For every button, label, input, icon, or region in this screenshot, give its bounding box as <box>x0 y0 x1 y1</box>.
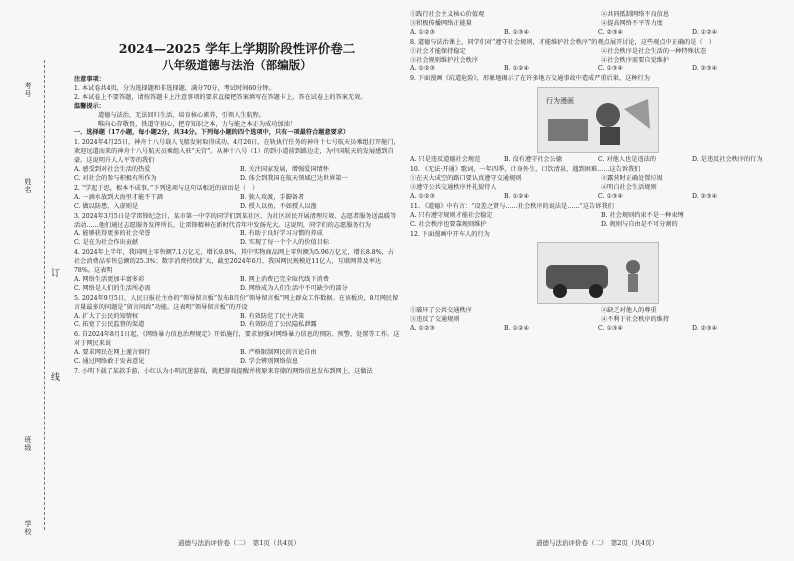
question-stem: 4. 2024年上半年，我国网上零售额7.1万亿元，增长9.8%，其中实物商品网上零售额为5.96万亿元，增长8.8%，占社会消费品零售总额的25.3%；数字消费持续扩大，截至2024年6月，我国网民规模近11亿人，互联网普及率达78%。这表明 <box>74 249 394 275</box>
option-grid <box>74 230 400 248</box>
choice-item: B. ①②④ <box>504 65 530 73</box>
label-name: 姓名 <box>24 178 32 194</box>
option-item: D. 体会到我国在航天领域已达世界第一 <box>240 174 348 182</box>
option-grid <box>74 313 400 331</box>
question-stem: 3. 2024年3月5日是学雷锋纪念日，某市第一中学的同学们到某社区，为社区居民开展清理垃圾、志愿者服务送温暖等活动……他们通过志愿服务发挥所长，让雷锋精神在新时代青年中发扬光大。这说明，同学们的志愿服务行为 <box>74 212 397 229</box>
right-column <box>410 10 786 334</box>
footer-page-2: 道德与法治评价卷（二） 第2页（共4页） <box>536 539 659 547</box>
option-item: ②露营时正确处置垃圾 <box>601 175 663 183</box>
option-item: D. 实现了每一个个人的价值目标 <box>240 239 330 247</box>
reminder-line: 唯向心存敬畏，铁道守初心，把存知识之本，力与能之本正为成功加油！ <box>98 120 296 128</box>
choice-item: D. 是违反社会秩序的行为 <box>692 156 763 164</box>
question-stem: 9. 下面漫画《坑道危险》，形象地揭示了在许多地方交通事故中造成严重后果，这种行为 <box>410 75 650 83</box>
label-exam-number: 考号 <box>24 82 32 98</box>
option-item: C. 做以防患，入虚则是 <box>74 202 139 210</box>
choice-item: B. 没有遵守社会公德 <box>504 156 562 164</box>
choice-item: A. ①②③ <box>410 325 436 333</box>
notice-heading: 注意事项： <box>74 76 105 83</box>
choice-item: D. ②③④ <box>692 65 718 73</box>
option-item: C. 拓宽了公民监督的渠道 <box>74 321 145 329</box>
choice-row <box>410 156 786 165</box>
question-block <box>410 75 786 165</box>
svg-text:行为漫画: 行为漫画 <box>546 97 574 106</box>
option-item: ①破坏了公共交通秩序 <box>410 307 472 315</box>
exam-subtitle: 八年级道德与法治（部编版） <box>162 58 312 72</box>
left-question-list <box>74 139 400 377</box>
choice-item: C. 对他人也是违法的 <box>598 156 656 164</box>
label-school: 学校 <box>24 520 32 536</box>
question-block <box>410 39 786 75</box>
option-item: D. 授人以鱼，不如授人以渔 <box>240 202 317 210</box>
question-stem: 8. 道德与法治课上，同学们对“遵守社会规则，才能维护社会秩序”的观点展开讨论，这些观点中正确的是（ ） <box>410 38 716 46</box>
option-item: ④社会秩序需要自觉维护 <box>601 56 670 64</box>
option-item: C. 是在为社会作出贡献 <box>74 239 139 247</box>
choice-item: A. ①②③ <box>410 65 436 73</box>
question-block <box>74 368 400 377</box>
comic-illustration <box>537 87 659 153</box>
option-item: ①践行社会主义核心价值观 <box>410 11 485 18</box>
option-item: ③积极传播网络正能量 <box>410 19 472 27</box>
option-grid <box>74 166 400 184</box>
option-item: ③违反了交通规则 <box>410 316 460 324</box>
notice-item: 2. 本试卷上不要答题，请按答题卡上注意事项的要求直接把答案填写在答题卡上，答在试卷上的答案无效。 <box>74 93 367 101</box>
option-item: A. 网络生活更加丰富多彩 <box>74 275 145 283</box>
binding-margin <box>0 0 66 561</box>
option-item: ②缺乏对他人的尊重 <box>601 307 657 315</box>
question-stem: 2. “学起于思，根本不成事。”下列选项与这句话相近的谚语是（ ） <box>74 184 259 192</box>
choice-item: D. ②③④ <box>692 325 718 333</box>
option-grid <box>74 194 400 212</box>
choice-item: C. ①③④ <box>598 192 624 200</box>
option-item: B. 有助于良好学习习惯的养成 <box>240 230 323 238</box>
option-item: ③社会规则维护社会秩序 <box>410 56 479 64</box>
question-block <box>410 203 786 230</box>
option-item: ①在天大成空的路口要认真遵守交通规则 <box>410 175 522 183</box>
choice-item: D. ②③④ <box>692 192 718 200</box>
question-stem: 1. 2024年4月25日，神舟十八号载人飞船发射取得成功。4月26日，在轨执行任务的神舟十七号航天员乘组打开舱门，欢迎远道而来的神舟十八号航天员乘组入驻“天宫”。从神十八号（1）的到小道前到路边走，为中国航天的发展感到自豪。这说明升人人平等的我们 <box>74 139 400 165</box>
option-item: C. 网络是人们的生活所必需 <box>74 284 151 292</box>
option-grid <box>410 212 786 230</box>
cut-mark-ding: 订 <box>49 268 59 278</box>
choice-item: A. 只是违反道德社会规范 <box>410 156 481 164</box>
question-block <box>410 11 786 38</box>
question-block <box>410 166 786 202</box>
cut-line <box>44 60 45 530</box>
exam-title: 2024—2025 学年上学期阶段性评价卷二 <box>118 41 356 56</box>
choice-item: A. ①②③ <box>410 192 436 200</box>
option-item: B. 关注国家发展，增强爱国情怀 <box>240 166 329 174</box>
comic-illustration <box>537 242 659 304</box>
question-stem: 6. 自2024年8月1日起，《网络暴力信息治理规定》开始施行，要求加强对网络暴力信息的预防、预警、处置等工作。这对于网民来说 <box>74 331 400 348</box>
choice-item: C. ①③④ <box>598 65 624 73</box>
cut-mark-xian: 线 <box>49 372 59 382</box>
option-item: ④明白社会生活规则 <box>601 183 657 191</box>
option-item: ②社会秩序是社会生活的一种特殊状态 <box>601 47 707 55</box>
section-heading: 一、选择题（17小题，每小题2分，共34分。下列每小题的四个选项中，只有一项最符合题意要求） <box>74 129 350 137</box>
choice-item: D. ①②④ <box>692 28 718 36</box>
option-item: A. 扩大了公民的知情权 <box>74 312 139 320</box>
question-block <box>74 185 400 212</box>
question-stem: 12. 下面漫画中开车人的行为 <box>410 230 490 238</box>
option-item: ④提高网络不平等力度 <box>601 19 663 27</box>
choice-row <box>410 325 786 334</box>
question-block <box>410 231 786 335</box>
option-item: C. 社会秩序也要靠规则维护 <box>410 220 487 228</box>
choice-item: B. ①②④ <box>504 325 530 333</box>
notice-item: 1. 本试卷共4页，分为选择题和非选择题，满分70分，考试时间60分钟。 <box>74 84 275 92</box>
option-item: B. 网上消费已完全取代线下消费 <box>240 275 329 283</box>
question-block <box>74 139 400 184</box>
question-block <box>74 295 400 331</box>
option-grid <box>410 307 786 325</box>
choice-row <box>410 65 786 74</box>
reminder-line: 道德与法治，无法回归生活，培育核心素养，引领人生航程。 <box>98 111 266 119</box>
carryover-options <box>410 11 786 38</box>
question-stem: 11. 《道德》中有言：“设差之贤与……社会秩序的说法是……”这告诉我们 <box>410 202 614 210</box>
question-stem: 7. 小明下载了某款手游，小红认为小明沉迷游戏，就把游戏提醒并将原来存储的网络信息发布到网上，这做法 <box>74 368 373 375</box>
option-grid <box>410 11 786 29</box>
choice-row <box>410 193 786 202</box>
option-item: A. 只有遵守规则才能社会稳定 <box>410 211 493 219</box>
option-item: A. 要求网民在网上谨言慎行 <box>74 349 151 357</box>
option-item: ②共同抵制网络不良信息 <box>601 11 670 18</box>
option-item: B. 独人攻渡，手脚备者 <box>240 193 305 201</box>
option-item: D. 有效防范了公民隐私泄露 <box>240 321 317 329</box>
option-grid <box>74 349 400 367</box>
option-item: D. 学会辨别网络信息 <box>240 358 299 366</box>
option-item: D. 网络成为人们生活中不可缺少的部分 <box>240 284 348 292</box>
choice-item: A. ①②③ <box>410 28 436 36</box>
question-block <box>74 213 400 249</box>
choice-row <box>410 29 786 38</box>
option-item: A. 感受到对社会生活的热爱 <box>74 166 151 174</box>
option-item: ③遵守公共交通秩序并礼貌待人 <box>410 183 497 191</box>
option-item: A. 能够获得更多的社会荣誉 <box>74 230 151 238</box>
option-item: B. 有效防范了民主决策 <box>240 312 305 320</box>
choice-item: B. ①③④ <box>504 28 530 36</box>
choice-item: B. ①②④ <box>504 192 530 200</box>
choice-item: C. ①③④ <box>598 325 624 333</box>
notice-item: 温馨提示： <box>74 102 105 110</box>
label-class: 班级 <box>24 436 32 452</box>
option-grid <box>74 276 400 294</box>
question-stem: 5. 2024年9月5日，人民日报社主办的“领导留言板”发布8月份“领导留言板”网上群众工作数据。在该板块，8月网民留言量最多的问题是“留言问政”功能。这表明“领导留言板”的开设 <box>74 294 399 311</box>
option-item: C. 通过网络敢于发表意见 <box>74 358 145 366</box>
option-item: ④不利于社会秩序的维持 <box>601 316 670 324</box>
question-stem: 10. 《无法·开通》歌词，一年四季，计身外生，口饮清泉，遇到困难……这告诉我们 <box>410 166 641 174</box>
option-item: B. 严格限制网民的言论自由 <box>240 349 317 357</box>
question-block <box>74 331 400 367</box>
option-grid <box>410 175 786 193</box>
option-item: C. 对社会的参与积极有所作为 <box>74 174 157 182</box>
footer-page-1: 道德与法治评价卷（二） 第1页（共4页） <box>178 539 301 547</box>
option-item: ①社会才能保持稳定 <box>410 47 466 55</box>
option-grid <box>410 48 786 66</box>
choice-item: C. ②③④ <box>598 28 624 36</box>
question-block <box>74 249 400 294</box>
option-item: A. 一滴水放到大海里才能不干涸 <box>74 193 163 201</box>
option-item: D. 规则与自由是不可分割的 <box>601 220 678 228</box>
right-question-list <box>410 39 786 334</box>
option-item: B. 社会规则约束不是一种束缚 <box>601 211 684 219</box>
left-column <box>74 10 400 377</box>
